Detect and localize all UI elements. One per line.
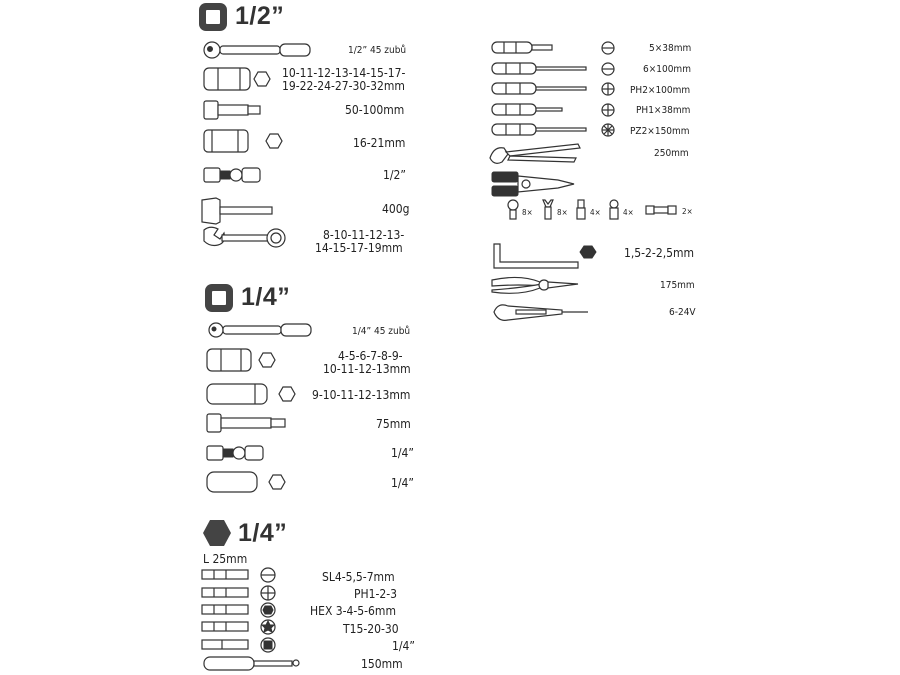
spade-terminal-icon [573,199,589,221]
wrench-label-1: 8-10-11-12-13- [323,228,405,242]
terminal-count-5: 2× [682,207,693,216]
square-drive-icon [199,3,227,31]
pliers-label: 250mm [654,148,689,159]
half-sockets-label-2: 19-22-24-27-30-32mm [282,79,405,93]
wrench-label-2: 14-15-17-19mm [315,241,403,255]
ring-terminal-icon [505,199,521,221]
extension-bar-icon [205,412,295,434]
section-title: 1/4” [241,283,291,311]
wire-crimper-icon [488,168,578,202]
combo-pliers-label: 175mm [660,280,695,291]
square-drive-icon [205,284,233,312]
combination-pliers-icon [490,272,582,298]
hammer-icon [198,196,278,226]
bit-adapter-label: 1/4” [392,639,415,653]
ratchet-icon [200,40,315,60]
phillips-bit-icon [202,585,282,601]
sd4-label: PH1×38mm [636,105,691,116]
bullet-terminal-icon [606,199,622,221]
fork-terminal-icon [540,199,556,221]
ratchet-icon [205,321,315,339]
sd5-label: PZ2×150mm [630,126,690,137]
bit-ph-label: PH1-2-3 [354,587,398,601]
terminal-count-1: 8× [522,208,533,217]
section-header-half-inch [199,2,284,31]
screwdriver-pozidriv-icon [490,122,615,138]
section-header-bits [202,518,287,548]
combination-wrench-icon [200,225,290,251]
sd2-label: 6×100mm [643,64,691,75]
extension-bar-icon [200,99,270,121]
socket-icon [200,65,275,93]
tester-label: 6-24V [669,307,696,318]
quarter-deep-label: 9-10-11-12-13mm [312,388,411,402]
section-title: 1/2” [235,2,285,30]
bit-length-label: L 25mm [203,552,248,566]
socket-icon [205,346,280,374]
butt-connector-icon [645,204,677,216]
quarter-sockets-label-1: 4-5-6-7-8-9- [338,349,403,363]
spark-plug-socket-icon [200,127,290,155]
half-spark-label: 16-21mm [353,136,406,150]
bit-hex-label: HEX 3-4-5-6mm [310,604,396,618]
hex-drive-icon [202,518,232,548]
hex-key-icon [490,240,600,270]
screwdriver-phillips-short-icon [490,102,615,118]
bit-torx-label: T15-20-30 [343,622,399,636]
half-ratchet-label: 1/2” 45 zubů [348,45,407,56]
sd1-label: 5×38mm [649,43,692,54]
screwdriver-slotted-small-icon [490,40,615,56]
hexkeys-label: 1,5-2-2,5mm [624,246,695,260]
hex-bit-icon [202,602,282,618]
half-extensions-label: 50-100mm [345,103,405,117]
universal-joint-icon [205,442,275,464]
slotted-bit-icon [202,567,282,583]
quarter-spark-label: 1/4” [391,476,414,490]
sd3-label: PH2×100mm [630,85,691,96]
terminal-count-2: 8× [557,208,568,217]
half-ujoint-label: 1/2” [383,168,406,182]
quarter-sockets-label-2: 10-11-12-13mm [323,362,411,376]
terminal-count-4: 4× [623,208,634,217]
screwdriver-slotted-long-icon [490,61,615,77]
hammer-label: 400g [382,202,410,216]
half-sockets-label-1: 10-11-12-13-14-15-17- [282,66,406,80]
screwdriver-phillips-long-icon [490,81,615,97]
quarter-ujoint-label: 1/4” [391,446,414,460]
bit-slot-label: SL4-5,5-7mm [322,570,395,584]
deep-socket-icon [205,380,300,408]
bit-adapter-icon [202,637,282,653]
voltage-tester-icon [492,300,592,324]
torx-bit-icon [202,619,282,635]
bit-handle-icon [202,655,302,673]
section-title: 1/4” [238,518,288,547]
quarter-ratchet-label: 1/4” 45 zubů [352,326,411,337]
spark-plug-socket-icon [205,468,290,496]
section-header-quarter-inch [205,283,290,312]
quarter-extension-label: 75mm [376,417,411,431]
universal-joint-icon [200,163,270,187]
terminal-count-3: 4× [590,208,601,217]
water-pump-pliers-icon [488,140,588,168]
bit-handle-label: 150mm [361,657,403,671]
